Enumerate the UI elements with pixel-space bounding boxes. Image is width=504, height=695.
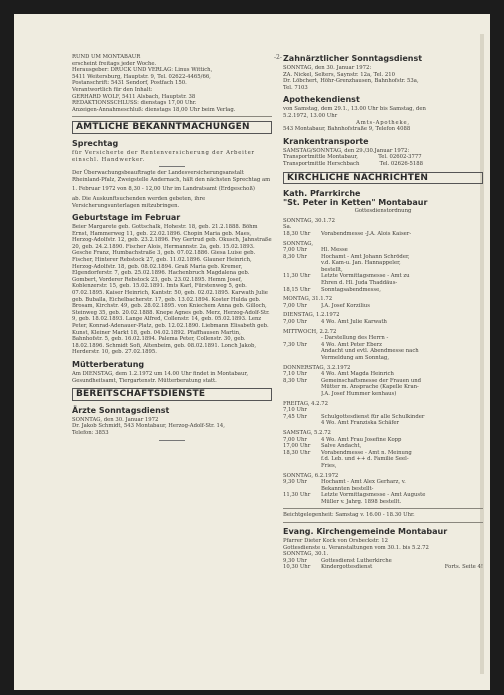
- schedule-description: f.d. Leb. und ++ d. Familie Seel-: [321, 456, 409, 463]
- schedule-description: bestellt,: [321, 266, 343, 273]
- schedule-day-block: [283, 473, 483, 506]
- schedule-row: [283, 443, 483, 450]
- schedule-day-block: [283, 241, 483, 294]
- continued-note: Forts. Seite 4!: [444, 564, 483, 571]
- schedule-description: Vorabendmesse - Amt n. Meinung: [321, 449, 412, 456]
- schedule-time: [283, 391, 321, 398]
- schedule-time: 11,30 Uhr: [283, 273, 311, 280]
- evang-row: [283, 564, 483, 571]
- schedule-description: Müller v. Jahrg. 1898 bestellt.: [321, 498, 402, 505]
- kranken-line: SAMSTAG/SONNTAG, den 29./30.Januar 1972:: [283, 147, 410, 154]
- evang-line: Gottesdienste u. Veranstaltungen vom 30.1. bis 5.2.72: [283, 544, 429, 551]
- gottesdienstordnung-label: Gottesdienstordnung: [354, 208, 412, 215]
- schedule-day-block: [283, 401, 483, 427]
- schedule-time: 8,30 Uhr: [283, 377, 307, 384]
- schedule-time: [283, 499, 321, 506]
- schedule-description: 4 Wo. Amt Julie Karwath: [321, 319, 387, 326]
- schedule-description: Sonntagsabendmesse,: [321, 286, 381, 293]
- schedule-description: Bekannten bestellt-: [321, 485, 374, 492]
- kranken-line: Transportmittle Montabaur, Tel. 02602-3777: [283, 154, 422, 161]
- schedule-time: 18,30 Uhr: [283, 449, 311, 456]
- schedule-time: 17,00 Uhr: [283, 443, 311, 450]
- kranken-line: Transportmittle Herschbach Tel. 02626-5188: [283, 160, 424, 167]
- schedule-day-block: [283, 218, 483, 238]
- schedule-row: [283, 420, 483, 427]
- sprechtag-text: Der Überwachungsbeauftragte der Landesversicherungsanstalt Rheinland-Pfalz, Zweigstelle Andernach, hält den nächsten Sprechtag am: [72, 170, 271, 183]
- schedule-row: [283, 231, 483, 238]
- schedule-description: Vermeldung am Sonntag,: [321, 355, 390, 361]
- imprint: [72, 54, 272, 113]
- schedule-description: 4 Wo. Amt Peter Eberz: [321, 341, 382, 348]
- evang-desc: Gottesdienst Lutherkirche: [321, 557, 392, 564]
- zahn-line: Tel. 7103: [283, 84, 308, 91]
- sprechtag-subtitle: für Versicherte der Rentenversicherung der Arbeiter einschl. Handwerker.: [72, 149, 255, 163]
- schedule-row: [283, 486, 483, 493]
- schedule-description: Hl. Messe: [321, 247, 348, 254]
- heading-sprechtag: Sprechtag: [72, 138, 119, 148]
- schedule-description: J.A. Josef Hummer kenhaus): [321, 390, 397, 397]
- evang-time: 9,30 Uhr: [283, 557, 307, 564]
- evang-desc: Kindergottesdienst: [321, 564, 373, 571]
- schedule-time: [283, 260, 321, 267]
- schedule-description: Hochamt - Amt Johann Schröder,: [321, 253, 410, 260]
- apo-line: 5.2.1972, 13.00 Uhr: [283, 112, 338, 119]
- muetterberatung-text: Am DIENSTAG, dem 1.2.1972 um 14.00 Uhr findet in Montabaur, Gesundheitsamt, Tiergartenstr. Mütterberatung statt.: [72, 370, 249, 384]
- schedule-row: [283, 319, 483, 326]
- schedule-day: MITTWOCH, 2.2.72: [283, 328, 337, 335]
- schedule-day: SAMSTAG, 5.2.72: [283, 429, 331, 436]
- aerzte-line: Dr. Jakob Schmidt, 543 Montabaur, Herzog-Adolf-Str. 14,: [72, 423, 225, 430]
- imprint-line: Herausgeber: DRUCK UND VERLAG: Linus Wittich,: [72, 67, 213, 74]
- sprechtag-note: ab. Die Auskunftsuchenden werden gebeten, ihre Versicherungsunterlagen mitzubringen.: [72, 195, 206, 209]
- schedule-time: 7,00 Uhr: [283, 436, 307, 443]
- imprint-line: GERHARD WOLF, 5411 Alsbach, Hauptstr. 38: [72, 93, 196, 100]
- schedule-row: [283, 437, 483, 444]
- schedule-description: v.d. Kam-u. Jan. Hannappeler,: [321, 260, 401, 267]
- schedule-time: [283, 348, 321, 355]
- schedule-description: Schulgottesdienst für alle Schulkinder: [321, 413, 425, 420]
- schedule-time: [283, 456, 321, 463]
- schedule-time: 7,10 Uhr: [283, 407, 307, 414]
- schedule-time: [283, 384, 321, 391]
- imprint-line: erscheint freitags jeder Woche.: [72, 60, 157, 67]
- service-schedule: [283, 218, 483, 506]
- section-band-bereitschaft: BEREITSCHAFTSDIENSTE: [72, 388, 272, 401]
- short-divider: [159, 166, 185, 167]
- schedule-time: 9,30 Uhr: [283, 479, 307, 486]
- schedule-day-block: [283, 296, 483, 309]
- heading-muetterberatung: Mütterberatung: [72, 359, 145, 369]
- heading-zahnarzt: Zahnärztlicher Sonntagsdienst: [283, 54, 423, 63]
- schedule-row: [283, 414, 483, 421]
- schedule-time: 7,10 Uhr: [283, 371, 307, 378]
- schedule-description: 4 Wo. Amt Magda Heinrich: [321, 371, 394, 378]
- imprint-line: Postanschrift: 5431 Sendorf, Postfach 150.: [72, 80, 187, 87]
- section-band-kirchliche: KIRCHLICHE NACHRICHTEN: [283, 172, 483, 185]
- heading-krankentransporte: Krankentransporte: [283, 136, 369, 146]
- newspaper-page: [14, 14, 490, 690]
- schedule-description: [321, 407, 483, 414]
- schedule-day-block: [283, 430, 483, 470]
- schedule-row: [283, 247, 483, 254]
- section-band-amtliche: AMTLICHE BEKANNTMACHUNGEN: [72, 121, 272, 134]
- imprint-line: 5411 Weitersburg, Hauptstr. 9, Tel. 02622-4465/66,: [72, 73, 211, 80]
- zahn-line: ZA. Nickel, Selters, Saynstr. 12a, Tel. 210: [283, 71, 395, 78]
- schedule-time: [283, 280, 321, 287]
- geburtstage-text: Beier Margarete geb. Gottschalk, Hohestr. 18, geb. 21.2.1888. Böhm Ernst, Hammerweg 11, geb. 22.02.1896. Chopin Maria geb. Maes, Herzog-Adolfstr. 12, geb. 23.2.1896. Fey Gertrud geb. Okusch, Jahnstraße 20, geb. 24.2.1890. Fischer Alois, Hermannstr. 2a, geb. 15.02.1893. Gesche Franz, Humbachstraße 3, geb. 07.02.1886. Giesa Luise geb. Fischer, Hinterer Rebstock 27, geb. 11.02.1896. Glauner Heinrich, Herzog-Adolfstr. 18, geb. 08.02.1894. Graß Maria geb. Kremer, Elgendorferstr. 7, geb. 25.02.1896. Hachenbruch Magdalena geb. Gombert, Vorderer Rebstock 23, geb. 23.02.1895. Hemm Josef, Koblenzerstr. 15, geb. 15.02.1891. Imts Karl, Fürstenweg 5, geb. 07.02.1895. Kaiser Heinrich, Kantstr. 50, geb. 02.02.1895. Karwath Julie geb. Buballa, Eichelbacherstr. 17, geb. 13.02.1894. Koster Hulda geb. Brosam, Kirchstr. 49, geb. 28.02.1895. von Kniechem Anna geb. Gilloch, Steinweg 35, geb. 20.02.1888. Knepe Agnes geb. Merz, Herzog-Adolf-Str. 9, geb. 18.02.1893. Lange Alfred, Collenstr. 14, geb. 05.02.1893. Lenz Peter, Konrad-Adenauer-Platz, geb. 12.02.1890. Liebmann Elisabeth geb. Kunst, Kleiner Markt 18, geb. 04.02.1892. Pfaffhausen Martin, Bahnhofstr. 5, geb. 16.02.1894. Palema Peter, Collenstr. 30, geb. 18.02.1896. Schmidt Sofi, Altenbeim, geb. 08.02.1891. Lonch Jakob, Herderstr. 10, geb. 27.02.1895.: [72, 224, 272, 356]
- schedule-time: 11,30 Uhr: [283, 492, 311, 499]
- schedule-row: [283, 499, 483, 506]
- schedule-row: [283, 384, 483, 391]
- schedule-row: [283, 391, 483, 398]
- schedule-row: [283, 463, 483, 470]
- evang-line: Pfarrer Dieter Kock von Orsbeckstr. 12: [283, 538, 388, 545]
- imprint-line: REDAKTIONSSCHLUSS: dienstags 17,00 Uhr.: [72, 100, 197, 107]
- beicht-line: Beichtgelegenheit: Samstag v. 16.00 - 18.30 Uhr.: [283, 512, 415, 519]
- heading-kath-subtitle: "St. Peter in Ketten" Montabaur: [283, 198, 428, 208]
- schedule-time: 7,00 Uhr: [283, 319, 307, 326]
- schedule-row: [283, 450, 483, 457]
- schedule-description: Hochamt - Amt Alex Gerharz, v.: [321, 479, 406, 486]
- schedule-time: 7,30 Uhr: [283, 341, 307, 348]
- schedule-row: [283, 260, 483, 267]
- apo-name: Amts-Apotheke,: [356, 119, 410, 126]
- heading-evangelisch: Evang. Kirchengemeinde Montabaur: [283, 527, 448, 537]
- apo-line: von Samstag, dem 29.1., 13.00 Uhr bis Samstag, den: [283, 106, 426, 113]
- schedule-time: 18,30 Uhr: [283, 230, 311, 237]
- schedule-row: [283, 407, 483, 414]
- schedule-row: [283, 267, 483, 274]
- schedule-description: [321, 224, 483, 231]
- divider: [72, 116, 272, 117]
- schedule-description: Andacht und evtl. Abendmesse nach: [321, 348, 419, 355]
- schedule-day: SONNTAG, 6.2.1972: [283, 472, 339, 479]
- aerzte-line: SONNTAG, den 30. Januar 1972: [72, 416, 159, 423]
- heading-aerzte: Ärzte Sonntagsdienst: [72, 405, 170, 415]
- short-divider: [159, 440, 185, 441]
- divider: [283, 508, 483, 509]
- imprint-line: RUND UM MONTABAUR: [72, 54, 141, 60]
- schedule-row: [283, 492, 483, 499]
- schedule-time: [283, 420, 321, 427]
- evang-time: 10,30 Uhr: [283, 564, 311, 571]
- schedule-row: [283, 224, 483, 231]
- schedule-row: [283, 371, 483, 378]
- schedule-time: [283, 463, 321, 470]
- schedule-day: FREITAG, 4.2.72: [283, 400, 328, 407]
- zahn-line: SONNTAG, den 30. Januar 1972:: [283, 65, 372, 71]
- apo-address: 543 Montabaur, Bahnhofstraße 9, Telefon 4088: [283, 126, 411, 133]
- schedule-row: [283, 335, 483, 342]
- schedule-time: [283, 486, 321, 493]
- schedule-day-block: [283, 365, 483, 398]
- schedule-row: [283, 348, 483, 355]
- evang-row: [283, 558, 483, 565]
- imprint-line: Verantwortlich für den Inhalt:: [72, 86, 153, 93]
- schedule-description: Mütter m. Ansprache (Kapelle Kran-: [321, 384, 419, 391]
- schedule-day: SONNTAG, 30.1.72: [283, 217, 335, 224]
- schedule-row: [283, 303, 483, 310]
- schedule-time: [283, 355, 321, 362]
- schedule-description: 4 Wo. Amt Frau Josefine Kopp: [321, 436, 402, 443]
- schedule-time: Sa.: [283, 224, 292, 231]
- schedule-description: 4 Wo. Amt Franziska Schäfer: [321, 420, 400, 427]
- schedule-time: 7,00 Uhr: [283, 302, 307, 309]
- schedule-time: 7,45 Uhr: [283, 413, 307, 420]
- schedule-day: DIENSTAG, 1.2.1972: [283, 312, 340, 319]
- sprechtag-date: 1. Februar 1972 von 8,30 - 12,00 Uhr im Landratsamt (Erdgeschoß): [72, 186, 255, 193]
- schedule-day: MONTAG, 31.1.72: [283, 296, 333, 303]
- schedule-row: [283, 342, 483, 349]
- schedule-time: 7,00 Uhr: [283, 247, 307, 254]
- schedule-row: [283, 287, 483, 294]
- schedule-row: [283, 254, 483, 261]
- schedule-row: [283, 273, 483, 280]
- page-number: -2-: [274, 54, 282, 61]
- aerzte-line: Telefon: 3853: [72, 429, 109, 436]
- heading-kath-pfarrkirche: Kath. Pfarrkirche: [283, 189, 361, 199]
- schedule-time: [283, 267, 321, 274]
- left-column: [72, 54, 272, 444]
- schedule-time: 8,30 Uhr: [283, 253, 307, 260]
- schedule-row: [283, 378, 483, 385]
- divider: [283, 522, 483, 523]
- heading-apotheke: Apothekendienst: [283, 95, 360, 105]
- schedule-description: Gemeinschaftsmesse der Frauen und: [321, 377, 422, 384]
- schedule-description: Letzte Vormittagsmesse - Amt Auguste: [321, 492, 426, 499]
- schedule-description: Salve Andacht,: [321, 443, 362, 450]
- schedule-day: DONNERSTAG, 3.2.1972: [283, 364, 351, 371]
- evang-line: SONNTAG, 30.1.: [283, 551, 329, 558]
- zahn-line: Dr. Löbchert, Höhr-Grenzhausen, Bahnhofstr. 53a,: [283, 78, 419, 85]
- imprint-line: Anzeigen-Annahmeschluß: dienstags 18,00 Uhr beim Verlag.: [72, 106, 236, 113]
- schedule-row: [283, 479, 483, 486]
- schedule-day: SONNTAG,: [283, 240, 314, 247]
- schedule-description: Fries,: [321, 462, 337, 469]
- schedule-description: Vorabendmesse -J.A. Alois Kaiser-: [321, 230, 412, 237]
- schedule-time: 18,15 Uhr: [283, 286, 311, 293]
- schedule-description: Ehren d. Hl. Juda Thaddäus-: [321, 280, 398, 287]
- schedule-description: - Darstellung des Herrn -: [321, 335, 389, 342]
- schedule-description: J.A. Josef Korzilius: [321, 302, 370, 309]
- schedule-time: [283, 335, 321, 342]
- schedule-description: Letzte Vormittagsmesse - Amt zu: [321, 273, 410, 280]
- schedule-row: [283, 456, 483, 463]
- schedule-day-block: [283, 329, 483, 362]
- schedule-row: [283, 280, 483, 287]
- heading-geburtstage: Geburtstage im Februar: [72, 213, 181, 223]
- right-column: [283, 54, 483, 571]
- schedule-row: [283, 355, 483, 362]
- schedule-day-block: [283, 312, 483, 325]
